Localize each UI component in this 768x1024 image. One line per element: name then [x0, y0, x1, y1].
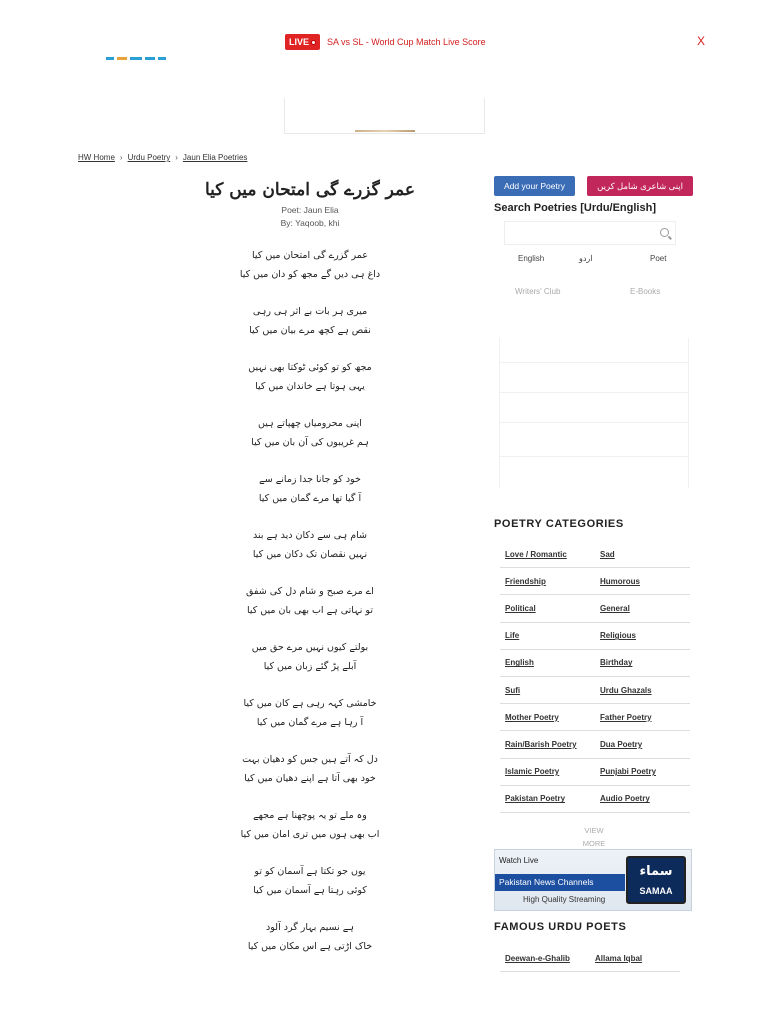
poem-verse: کوئی رہتا ہے آسمان میں کیا [253, 885, 367, 896]
breadcrumb [78, 153, 247, 162]
live-headline[interactable]: SA vs SL - World Cup Match Live Score [327, 37, 486, 47]
poetry-categories-title: POETRY CATEGORIES [494, 518, 624, 530]
poem-verse: مجھ کو تو کوئی ٹوکتا بھی نہیں [248, 362, 372, 373]
category-link[interactable]: Political [505, 603, 536, 613]
category-link[interactable]: Religious [600, 631, 637, 641]
category-link[interactable]: Rain/Barish Poetry [505, 739, 577, 749]
category-row [500, 568, 690, 595]
poem-verse: نقص ہے کچھ مرے بیان میں کیا [249, 325, 371, 336]
add-poetry-urdu-button[interactable]: اپنی شاعری شامل کریں [587, 176, 693, 196]
poem-stanza [140, 694, 480, 732]
category-link[interactable]: Urdu Ghazals [600, 685, 652, 695]
search-icon[interactable] [660, 228, 669, 237]
poem-verse: ہم غریبوں کی آن بان میں کیا [251, 437, 369, 448]
poem-verse: نہیں نقصان تک دکان میں کیا [252, 549, 368, 560]
poem-stanza [140, 302, 480, 340]
category-link[interactable]: Punjabi Poetry [600, 767, 657, 777]
poem-verse: اب بھی ہوں میں تری امان میں کیا [240, 829, 380, 840]
poem-stanza [140, 750, 480, 788]
famous-poets-row [500, 946, 680, 972]
poem-verse: اپنی محرومیاں چھپاتے ہیں [258, 418, 362, 429]
view-more-line-2: MORE [582, 839, 606, 848]
poet-link-ghalib[interactable]: Deewan-e-Ghalib [505, 954, 570, 963]
search-box [504, 221, 676, 245]
category-link[interactable]: Audio Poetry [600, 794, 650, 804]
search-input[interactable] [505, 222, 675, 244]
category-link[interactable]: General [600, 603, 630, 613]
chevron-right-icon: › [175, 153, 178, 162]
category-row [500, 595, 690, 622]
poem-verse: اے مرے صبح و شام دل کی شفق [246, 586, 374, 597]
category-row [500, 786, 690, 813]
category-row [500, 541, 690, 568]
category-link[interactable]: Mother Poetry [505, 712, 559, 722]
live-score-bar [0, 6, 768, 78]
chevron-right-icon: › [119, 153, 123, 162]
poem-content [140, 174, 480, 974]
poem-stanza [140, 414, 480, 452]
category-link[interactable]: Islamic Poetry [505, 767, 560, 777]
samaa-live-banner[interactable] [494, 849, 692, 911]
category-row [500, 650, 690, 677]
samaa-logo: SAMAA [639, 886, 673, 896]
view-more-link[interactable] [574, 824, 614, 850]
view-more-line-1: VIEW [584, 826, 604, 835]
poetry-categories-table [500, 541, 690, 813]
poem-verse: عمر گزرے گی امتحان میں کیا [252, 250, 368, 261]
banner-quality: High Quality Streaming [523, 895, 606, 904]
banner-watch-live: Watch Live [499, 856, 539, 865]
category-link[interactable]: Birthday [600, 658, 633, 668]
poem-stanza [140, 806, 480, 844]
poem-verse: شام ہی سے دکان دید ہے بند [253, 530, 367, 541]
poem-title: عمر گزرے گی امتحان میں کیا [204, 180, 416, 200]
ad-placeholder [499, 338, 689, 488]
live-score-link[interactable] [285, 34, 486, 50]
poem-stanza [140, 246, 480, 284]
poem-stanza [140, 526, 480, 564]
poem-verse: وہ ملے تو یہ پوچھنا ہے مجھے [253, 810, 367, 821]
poem-stanza [140, 862, 480, 900]
poem-verse: آ گیا تھا مرے گمان میں کیا [258, 493, 362, 504]
ad-slot[interactable] [284, 98, 485, 134]
category-link[interactable]: Sad [600, 549, 615, 559]
category-row [500, 623, 690, 650]
famous-poets-title: FAMOUS URDU POETS [494, 921, 627, 933]
category-link[interactable]: Humorous [600, 576, 640, 586]
category-link[interactable]: Pakistan Poetry [505, 794, 566, 804]
category-link[interactable]: Life [505, 631, 520, 641]
category-row [500, 759, 690, 786]
category-link[interactable]: Love / Romantic [505, 549, 567, 559]
category-link[interactable]: English [505, 658, 534, 668]
poem-verse: خاک اڑتی ہے اس مکان میں کیا [247, 941, 373, 952]
category-row [500, 704, 690, 731]
category-row [500, 677, 690, 704]
search-option-english[interactable]: English [518, 254, 545, 263]
poem-verse: یوں جو تکتا ہے آسمان کو تو [254, 866, 366, 877]
close-button[interactable]: X [697, 34, 706, 48]
poem-verse: خامشی کہہ رہی ہے کان میں کیا [243, 698, 377, 709]
poem-stanza [140, 358, 480, 396]
category-link[interactable]: Father Poetry [600, 712, 652, 722]
add-poetry-button[interactable]: Add your Poetry [494, 176, 575, 196]
poet-link-iqbal[interactable]: Allama Iqbal [595, 954, 643, 963]
live-badge: LIVE [285, 34, 320, 50]
poem-stanza [140, 582, 480, 620]
poem-verse: یہی ہوتا ہے خاندان میں کیا [255, 381, 365, 392]
breadcrumb-home[interactable]: HW Home [78, 153, 115, 162]
poem-verse: خود بھی آتا ہے اپنے دھیان میں کیا [244, 773, 376, 784]
poem-verse: میری ہر بات بے اثر ہی رہی [252, 306, 368, 317]
poem-verse: تو نہاتی ہے اب بھی بان میں کیا [246, 605, 373, 616]
poem-poet: Poet: Jaun Elia [281, 205, 339, 215]
site-logo[interactable] [106, 46, 176, 60]
writers-club-link[interactable]: Writers' Club [515, 287, 561, 296]
poem-verse: دل کہ آتے ہیں جس کو دھیان بہت [242, 754, 378, 765]
poem-author: By: Yaqoob, khi [280, 218, 340, 228]
poem-verse: خود کو جانا جدا زمانے سے [259, 474, 361, 485]
poem-verse: ہے نسیم بہار گرد آلود [266, 922, 354, 933]
category-link[interactable]: Dua Poetry [600, 739, 643, 749]
live-dot-icon [311, 40, 316, 45]
category-row [500, 731, 690, 758]
ebooks-link[interactable]: E-Books [630, 287, 661, 296]
tv-icon [626, 856, 686, 904]
search-option-poet[interactable]: Poet [650, 254, 667, 263]
search-option-urdu[interactable]: اردو [579, 254, 593, 263]
poem-verse: آ رہا ہے مرے گمان میں کیا [256, 717, 364, 728]
sidebar [494, 176, 694, 245]
poem-stanza [140, 638, 480, 676]
banner-channels: Pakistan News Channels [495, 874, 625, 891]
breadcrumb-urdu-poetry[interactable]: Urdu Poetry [127, 153, 171, 162]
poem-stanzas [140, 246, 480, 956]
breadcrumb-jaun-elia[interactable]: Jaun Elia Poetries [182, 153, 248, 162]
search-title: Search Poetries [Urdu/English] [494, 202, 656, 214]
samaa-urdu-logo: سماء [639, 864, 673, 879]
poem-stanza [140, 470, 480, 508]
poem-verse: بولتے کیوں نہیں مرے حق میں [251, 642, 369, 653]
poem-verse: آبلے پڑ گئے زبان میں کیا [263, 661, 357, 672]
poem-stanza [140, 918, 480, 956]
poem-verse: داغ ہی دیں گے مجھ کو دان میں کیا [239, 269, 381, 280]
category-link[interactable]: Sufi [505, 685, 521, 695]
category-link[interactable]: Friendship [505, 576, 546, 586]
